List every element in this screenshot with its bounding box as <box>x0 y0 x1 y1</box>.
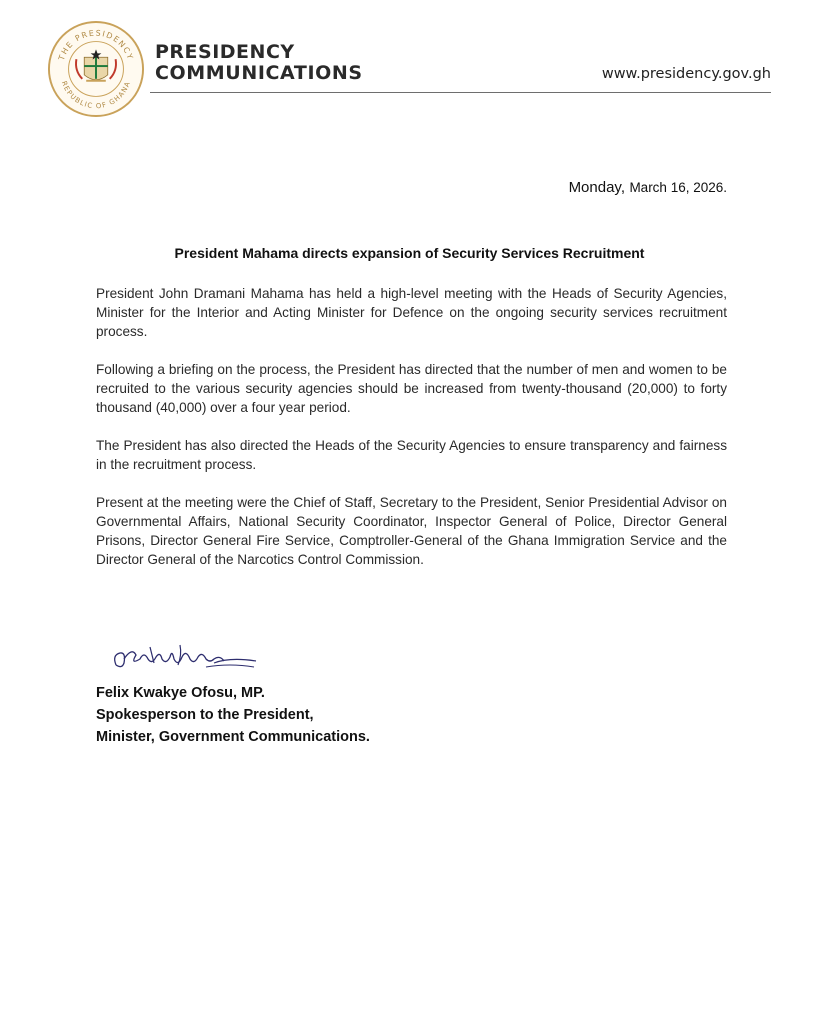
signatory-role-1: Spokesperson to the President, <box>96 707 314 723</box>
paragraph: Following a briefing on the process, the President has directed that the number of men and women to be recruited to the various security agencies should be increased from twenty-thousand (20,000) to forty thousand (40,000) over a four year period. <box>96 362 727 415</box>
brand-line-2: COMMUNICATIONS <box>155 62 363 84</box>
signatory-name: Felix Kwakye Ofosu, MP. <box>96 685 265 701</box>
paragraph: President John Dramani Mahama has held a high-level meeting with the Heads of Security Agencies, Minister for the Interior and Acting Minister for Defence on the ongoing security services recruitment process. <box>96 286 727 339</box>
signatory-role-2: Minister, Government Communications. <box>96 729 370 745</box>
handwritten-signature <box>110 637 260 679</box>
brand-line-1: PRESIDENCY <box>155 41 295 63</box>
paragraph: Present at the meeting were the Chief of Staff, Secretary to the President, Senior Presidential Advisor on Governmental Affairs, National Security Coordinator, Inspector General of Police, Director General Prisons, Director General Fire Service, Comptroller-General of the Ghana Immigration Service and the Director General of the Narcotics Control Commission. <box>96 495 727 567</box>
header-divider <box>150 92 771 93</box>
release-title: President Mahama directs expansion of Security Services Recruitment <box>174 245 645 261</box>
brand-wordmark <box>155 42 363 84</box>
seal-text-top: THE PRESIDENCY <box>56 28 136 62</box>
date-rest: March 16, 2026. <box>629 180 727 195</box>
website-url[interactable]: www.presidency.gov.gh <box>601 66 771 82</box>
seal-text-bottom: REPUBLIC OF GHANA <box>59 79 133 111</box>
presidency-seal-logo <box>47 20 145 118</box>
paragraph: The President has also directed the Heads of the Security Agencies to ensure transparency and fairness in the recruitment process. <box>96 438 727 472</box>
release-date <box>569 179 727 197</box>
release-body <box>96 284 727 588</box>
signatory-block <box>96 682 370 748</box>
date-day: Monday, <box>568 179 625 196</box>
